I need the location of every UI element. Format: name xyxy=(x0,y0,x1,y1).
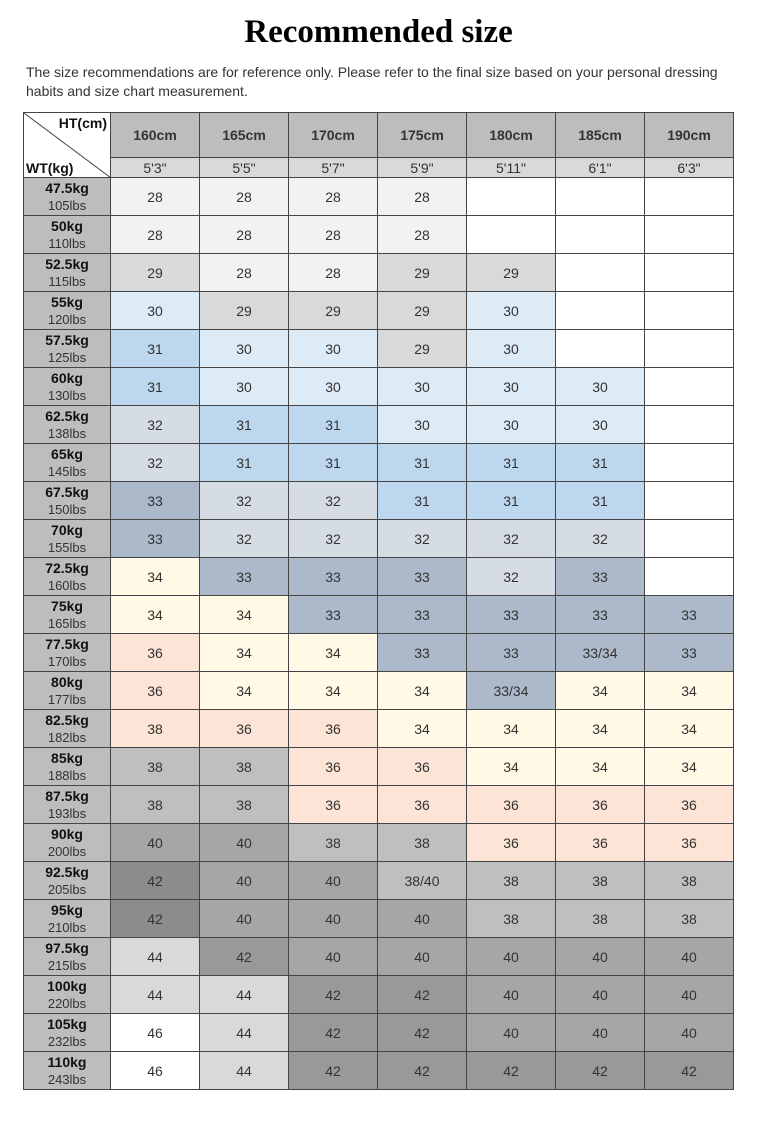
size-cell: 28 xyxy=(111,216,200,254)
size-cell: 42 xyxy=(200,938,289,976)
weight-lbs-label: 160lbs xyxy=(47,577,87,593)
size-cell xyxy=(645,406,734,444)
size-cell: 40 xyxy=(556,938,645,976)
weight-header-cell xyxy=(24,254,111,292)
height-cm-header: 180cm xyxy=(467,113,556,158)
weight-lbs-label: 165lbs xyxy=(47,615,87,631)
weight-kg-label: 87.5kg xyxy=(45,787,89,804)
size-cell: 34 xyxy=(111,596,200,634)
size-cell: 31 xyxy=(556,444,645,482)
weight-header-cell xyxy=(24,178,111,216)
weight-header-cell xyxy=(24,292,111,330)
size-cell: 40 xyxy=(378,900,467,938)
weight-kg-label: 90kg xyxy=(51,825,83,842)
size-cell: 34 xyxy=(467,710,556,748)
size-cell: 42 xyxy=(289,1014,378,1052)
size-cell: 38 xyxy=(111,710,200,748)
size-cell: 30 xyxy=(111,292,200,330)
size-cell: 32 xyxy=(111,444,200,482)
size-cell xyxy=(645,292,734,330)
height-ft-header: 6'1" xyxy=(556,158,645,178)
size-cell: 31 xyxy=(289,406,378,444)
size-cell: 34 xyxy=(556,672,645,710)
weight-kg-label: 92.5kg xyxy=(45,863,89,880)
size-cell: 33 xyxy=(645,596,734,634)
weight-kg-label: 50kg xyxy=(51,217,83,234)
size-cell: 46 xyxy=(111,1014,200,1052)
weight-kg-label: 47.5kg xyxy=(45,179,89,196)
size-cell: 34 xyxy=(645,748,734,786)
size-cell: 40 xyxy=(200,862,289,900)
size-cell: 44 xyxy=(200,1052,289,1090)
size-cell: 33/34 xyxy=(556,634,645,672)
size-cell: 34 xyxy=(378,672,467,710)
size-cell: 31 xyxy=(111,368,200,406)
size-cell: 34 xyxy=(645,672,734,710)
size-cell xyxy=(645,558,734,596)
weight-axis-label: WT(kg) xyxy=(26,160,74,176)
weight-kg-label: 57.5kg xyxy=(45,331,89,348)
size-cell xyxy=(556,254,645,292)
size-cell: 38 xyxy=(467,900,556,938)
size-cell: 42 xyxy=(111,862,200,900)
weight-lbs-label: 232lbs xyxy=(47,1033,87,1049)
weight-header-cell xyxy=(24,520,111,558)
size-cell: 38 xyxy=(378,824,467,862)
weight-header-cell xyxy=(24,444,111,482)
weight-kg-label: 100kg xyxy=(47,977,87,994)
weight-header-cell xyxy=(24,1052,111,1090)
size-cell: 32 xyxy=(200,520,289,558)
size-cell: 31 xyxy=(556,482,645,520)
size-cell: 40 xyxy=(645,976,734,1014)
size-cell: 38 xyxy=(467,862,556,900)
size-cell: 33 xyxy=(467,596,556,634)
weight-kg-label: 60kg xyxy=(51,369,83,386)
size-cell: 30 xyxy=(289,368,378,406)
weight-lbs-label: 145lbs xyxy=(47,463,87,479)
size-cell: 32 xyxy=(200,482,289,520)
height-ft-header: 5'5" xyxy=(200,158,289,178)
weight-row xyxy=(24,330,734,368)
size-cell: 40 xyxy=(467,976,556,1014)
size-cell: 33 xyxy=(378,558,467,596)
weight-row xyxy=(24,254,734,292)
size-cell: 33 xyxy=(289,596,378,634)
weight-lbs-label: 200lbs xyxy=(47,843,87,859)
size-cell: 34 xyxy=(111,558,200,596)
size-cell: 30 xyxy=(467,406,556,444)
size-cell: 31 xyxy=(200,444,289,482)
height-ft-header: 5'3" xyxy=(111,158,200,178)
weight-row xyxy=(24,786,734,824)
weight-lbs-label: 105lbs xyxy=(47,197,87,213)
size-cell: 30 xyxy=(200,330,289,368)
size-cell: 36 xyxy=(200,710,289,748)
size-cell: 30 xyxy=(556,368,645,406)
weight-header-cell xyxy=(24,558,111,596)
weight-header-cell xyxy=(24,406,111,444)
size-cell: 34 xyxy=(200,634,289,672)
size-cell: 36 xyxy=(378,748,467,786)
size-cell: 40 xyxy=(467,938,556,976)
weight-row xyxy=(24,596,734,634)
size-cell: 42 xyxy=(111,900,200,938)
weight-lbs-label: 115lbs xyxy=(48,273,86,289)
weight-lbs-label: 188lbs xyxy=(47,767,87,783)
weight-kg-label: 72.5kg xyxy=(45,559,89,576)
size-cell xyxy=(467,178,556,216)
size-cell: 40 xyxy=(645,938,734,976)
size-cell: 32 xyxy=(289,520,378,558)
weight-header-cell xyxy=(24,1014,111,1052)
weight-header-cell xyxy=(24,862,111,900)
height-cm-header: 185cm xyxy=(556,113,645,158)
size-cell: 31 xyxy=(378,482,467,520)
size-cell: 33 xyxy=(289,558,378,596)
height-cm-header: 160cm xyxy=(111,113,200,158)
weight-lbs-label: 150lbs xyxy=(47,501,87,517)
size-cell: 38 xyxy=(111,786,200,824)
size-cell: 42 xyxy=(378,1052,467,1090)
weight-kg-label: 55kg xyxy=(51,293,83,310)
size-cell: 33 xyxy=(111,482,200,520)
height-ft-header: 5'11" xyxy=(467,158,556,178)
size-cell xyxy=(467,216,556,254)
size-cell: 32 xyxy=(378,520,467,558)
weight-lbs-label: 138lbs xyxy=(47,425,87,441)
weight-header-cell xyxy=(24,748,111,786)
size-cell: 28 xyxy=(289,216,378,254)
size-cell: 42 xyxy=(378,1014,467,1052)
weight-row xyxy=(24,634,734,672)
weight-row xyxy=(24,292,734,330)
size-cell: 31 xyxy=(200,406,289,444)
height-cm-header: 175cm xyxy=(378,113,467,158)
size-cell: 36 xyxy=(645,824,734,862)
size-cell: 40 xyxy=(289,938,378,976)
size-cell: 42 xyxy=(467,1052,556,1090)
size-cell: 36 xyxy=(289,710,378,748)
size-cell: 30 xyxy=(467,330,556,368)
size-cell: 28 xyxy=(289,254,378,292)
weight-row xyxy=(24,1052,734,1090)
page-title: Recommended size xyxy=(244,14,513,50)
size-cell xyxy=(556,330,645,368)
size-cell: 33 xyxy=(378,634,467,672)
weight-kg-label: 85kg xyxy=(51,749,83,766)
size-cell: 38 xyxy=(645,900,734,938)
size-cell: 30 xyxy=(467,368,556,406)
weight-header-cell xyxy=(24,710,111,748)
size-cell: 38 xyxy=(200,786,289,824)
size-cell: 40 xyxy=(556,1014,645,1052)
size-cell: 42 xyxy=(378,976,467,1014)
size-cell: 34 xyxy=(200,672,289,710)
weight-kg-label: 80kg xyxy=(51,673,83,690)
size-cell: 40 xyxy=(645,1014,734,1052)
weight-kg-label: 95kg xyxy=(51,901,83,918)
size-chart-table xyxy=(23,112,734,1090)
weight-header-cell xyxy=(24,330,111,368)
size-cell xyxy=(645,368,734,406)
weight-lbs-label: 220lbs xyxy=(47,995,87,1011)
weight-lbs-label: 125lbs xyxy=(47,349,87,365)
size-cell: 31 xyxy=(289,444,378,482)
size-cell: 44 xyxy=(111,976,200,1014)
weight-kg-label: 70kg xyxy=(51,521,83,538)
size-cell xyxy=(556,178,645,216)
height-cm-row xyxy=(24,113,734,158)
weight-lbs-label: 243lbs xyxy=(47,1071,87,1087)
size-cell: 36 xyxy=(111,634,200,672)
size-cell: 38 xyxy=(111,748,200,786)
size-cell xyxy=(556,292,645,330)
size-cell: 29 xyxy=(289,292,378,330)
weight-kg-label: 110kg xyxy=(47,1053,87,1070)
weight-header-cell xyxy=(24,824,111,862)
size-cell: 31 xyxy=(111,330,200,368)
weight-row xyxy=(24,178,734,216)
weight-header-cell xyxy=(24,368,111,406)
size-cell: 29 xyxy=(378,292,467,330)
size-cell: 34 xyxy=(645,710,734,748)
size-cell: 40 xyxy=(289,862,378,900)
size-cell: 33 xyxy=(645,634,734,672)
height-cm-header: 190cm xyxy=(645,113,734,158)
weight-kg-label: 75kg xyxy=(51,597,83,614)
size-cell: 36 xyxy=(289,748,378,786)
size-cell xyxy=(645,482,734,520)
weight-header-cell xyxy=(24,786,111,824)
size-cell: 34 xyxy=(378,710,467,748)
size-cell: 33 xyxy=(378,596,467,634)
size-cell: 34 xyxy=(556,710,645,748)
size-cell: 28 xyxy=(200,178,289,216)
size-cell xyxy=(556,216,645,254)
size-cell: 38 xyxy=(556,862,645,900)
weight-header-cell xyxy=(24,900,111,938)
weight-lbs-label: 210lbs xyxy=(47,919,87,935)
weight-lbs-label: 170lbs xyxy=(47,653,87,669)
size-cell: 32 xyxy=(467,520,556,558)
height-cm-header: 165cm xyxy=(200,113,289,158)
size-cell: 38 xyxy=(200,748,289,786)
size-cell: 28 xyxy=(111,178,200,216)
size-cell: 28 xyxy=(378,178,467,216)
size-cell: 33/34 xyxy=(467,672,556,710)
weight-row xyxy=(24,444,734,482)
weight-row xyxy=(24,748,734,786)
size-cell: 36 xyxy=(556,824,645,862)
height-ft-row xyxy=(24,158,734,178)
size-cell: 30 xyxy=(289,330,378,368)
size-cell: 44 xyxy=(111,938,200,976)
size-cell: 29 xyxy=(111,254,200,292)
weight-row xyxy=(24,900,734,938)
size-cell xyxy=(645,444,734,482)
weight-header-cell xyxy=(24,976,111,1014)
size-cell: 40 xyxy=(200,900,289,938)
size-cell: 30 xyxy=(200,368,289,406)
weight-row xyxy=(24,672,734,710)
weight-lbs-label: 110lbs xyxy=(48,235,86,251)
weight-lbs-label: 155lbs xyxy=(47,539,87,555)
size-cell: 36 xyxy=(467,786,556,824)
weight-row xyxy=(24,1014,734,1052)
weight-lbs-label: 193lbs xyxy=(47,805,87,821)
size-cell: 34 xyxy=(200,596,289,634)
size-cell: 40 xyxy=(200,824,289,862)
weight-kg-label: 105kg xyxy=(47,1015,87,1032)
weight-header-cell xyxy=(24,596,111,634)
size-cell: 32 xyxy=(111,406,200,444)
size-cell: 36 xyxy=(378,786,467,824)
size-cell: 28 xyxy=(378,216,467,254)
size-cell: 32 xyxy=(556,520,645,558)
weight-lbs-label: 215lbs xyxy=(47,957,87,973)
size-cell: 33 xyxy=(556,558,645,596)
size-cell: 28 xyxy=(200,254,289,292)
size-cell: 42 xyxy=(289,1052,378,1090)
weight-row xyxy=(24,558,734,596)
weight-lbs-label: 120lbs xyxy=(47,311,87,327)
size-cell: 32 xyxy=(289,482,378,520)
size-cell: 29 xyxy=(378,254,467,292)
size-cell: 31 xyxy=(467,482,556,520)
weight-lbs-label: 205lbs xyxy=(47,881,87,897)
size-cell: 33 xyxy=(467,634,556,672)
size-cell: 36 xyxy=(645,786,734,824)
height-axis-label: HT(cm) xyxy=(58,115,107,131)
size-cell: 33 xyxy=(200,558,289,596)
height-cm-header: 170cm xyxy=(289,113,378,158)
size-cell: 36 xyxy=(467,824,556,862)
size-cell: 28 xyxy=(289,178,378,216)
size-cell: 42 xyxy=(645,1052,734,1090)
size-cell: 42 xyxy=(289,976,378,1014)
size-cell: 32 xyxy=(467,558,556,596)
size-cell: 46 xyxy=(111,1052,200,1090)
size-cell: 42 xyxy=(556,1052,645,1090)
size-cell: 31 xyxy=(467,444,556,482)
weight-row xyxy=(24,520,734,558)
weight-row xyxy=(24,406,734,444)
size-cell: 36 xyxy=(111,672,200,710)
size-cell: 40 xyxy=(289,900,378,938)
size-cell: 40 xyxy=(111,824,200,862)
weight-lbs-label: 182lbs xyxy=(47,729,87,745)
size-cell: 34 xyxy=(289,672,378,710)
weight-row xyxy=(24,710,734,748)
axis-corner-cell xyxy=(24,113,111,178)
size-cell xyxy=(645,216,734,254)
size-cell xyxy=(645,178,734,216)
weight-kg-label: 82.5kg xyxy=(45,711,89,728)
size-cell: 29 xyxy=(200,292,289,330)
weight-kg-label: 77.5kg xyxy=(45,635,89,652)
size-cell: 28 xyxy=(200,216,289,254)
weight-row xyxy=(24,976,734,1014)
size-cell: 29 xyxy=(467,254,556,292)
size-cell: 33 xyxy=(556,596,645,634)
size-cell: 44 xyxy=(200,1014,289,1052)
weight-kg-label: 67.5kg xyxy=(45,483,89,500)
size-cell: 44 xyxy=(200,976,289,1014)
height-ft-header: 6'3" xyxy=(645,158,734,178)
weight-kg-label: 65kg xyxy=(51,445,83,462)
size-cell: 30 xyxy=(467,292,556,330)
height-ft-header: 5'9" xyxy=(378,158,467,178)
size-disclaimer: The size recommendations are for reference only. Please refer to the final size based on your personal dressing habits and size chart measurement. xyxy=(26,64,718,99)
size-cell: 34 xyxy=(556,748,645,786)
size-cell: 34 xyxy=(467,748,556,786)
weight-header-cell xyxy=(24,634,111,672)
weight-header-cell xyxy=(24,672,111,710)
weight-row xyxy=(24,938,734,976)
weight-header-cell xyxy=(24,482,111,520)
weight-row xyxy=(24,824,734,862)
weight-kg-label: 97.5kg xyxy=(45,939,89,956)
size-cell: 40 xyxy=(467,1014,556,1052)
weight-row xyxy=(24,368,734,406)
size-cell: 36 xyxy=(556,786,645,824)
size-cell: 34 xyxy=(289,634,378,672)
size-cell: 38 xyxy=(556,900,645,938)
size-cell: 38 xyxy=(289,824,378,862)
size-cell: 29 xyxy=(378,330,467,368)
size-cell: 30 xyxy=(378,368,467,406)
size-cell: 33 xyxy=(111,520,200,558)
weight-row xyxy=(24,216,734,254)
size-cell: 38/40 xyxy=(378,862,467,900)
size-cell: 36 xyxy=(289,786,378,824)
size-cell xyxy=(645,254,734,292)
weight-kg-label: 52.5kg xyxy=(45,255,89,272)
weight-row xyxy=(24,862,734,900)
weight-lbs-label: 130lbs xyxy=(47,387,87,403)
weight-kg-label: 62.5kg xyxy=(45,407,89,424)
size-cell: 30 xyxy=(556,406,645,444)
size-cell: 40 xyxy=(556,976,645,1014)
size-cell: 30 xyxy=(378,406,467,444)
weight-header-cell xyxy=(24,938,111,976)
weight-row xyxy=(24,482,734,520)
size-cell: 31 xyxy=(378,444,467,482)
size-cell xyxy=(645,520,734,558)
height-ft-header: 5'7" xyxy=(289,158,378,178)
weight-header-cell xyxy=(24,216,111,254)
size-cell xyxy=(645,330,734,368)
weight-lbs-label: 177lbs xyxy=(47,691,87,707)
size-cell: 40 xyxy=(378,938,467,976)
size-cell: 38 xyxy=(645,862,734,900)
